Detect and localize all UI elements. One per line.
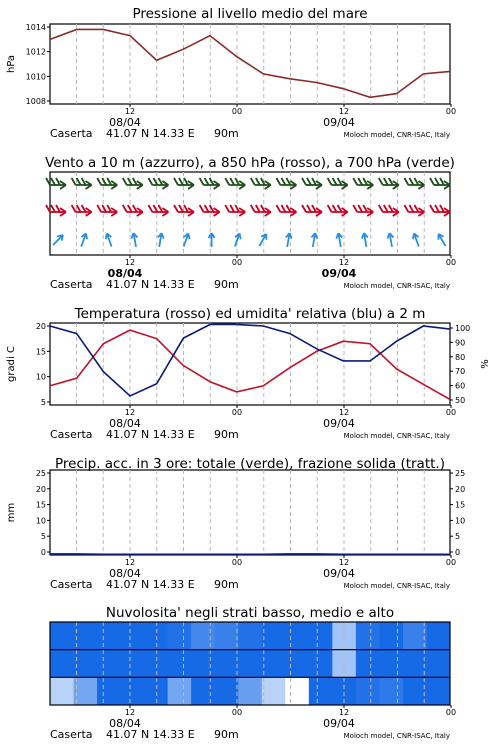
date-label: 08/04: [109, 717, 141, 730]
cloud-cell: [426, 650, 450, 678]
cloud-cell: [403, 650, 427, 678]
location-coords: 41.07 N 14.33 E: [106, 278, 195, 291]
wind-barb-700hPa: [225, 178, 245, 189]
wind-barb-850hPa: [72, 205, 92, 216]
wind-barb-10m: [387, 233, 395, 248]
wind-barb-700hPa: [353, 178, 373, 189]
temperature-line: [50, 330, 450, 399]
x-tick-label: 00: [231, 408, 243, 417]
wind-barb-700hPa: [200, 178, 220, 189]
wind-barb-850hPa: [123, 205, 143, 216]
barb-feathers: [46, 178, 66, 189]
wind-barb-700hPa: [302, 178, 322, 189]
barb-feathers: [379, 178, 399, 189]
location-name: Caserta: [50, 127, 93, 140]
model-credit: Moloch model, CNR-ISAC, Italy: [343, 732, 450, 740]
model-credit: Moloch model, CNR-ISAC, Italy: [343, 582, 450, 590]
y-tick-label: 15: [35, 500, 46, 510]
location-elev: 90m: [214, 278, 239, 291]
date-label: 08/04: [107, 267, 143, 280]
y-tick-label: 1008: [25, 97, 46, 106]
wind-barb-700hPa: [251, 178, 271, 189]
y-tick-label: 1014: [25, 23, 46, 32]
cloud-cell: [309, 650, 333, 678]
humidity-line: [50, 324, 450, 395]
wind-barb-850hPa: [302, 205, 322, 216]
barb-feathers: [379, 205, 399, 216]
cloud-cell: [238, 677, 262, 705]
y-right-tick-label: 25: [455, 469, 466, 478]
x-tick-label: 12: [124, 708, 136, 717]
cloud-cell: [285, 622, 309, 650]
wind-barb-850hPa: [97, 205, 117, 216]
wind-barb-10m: [284, 233, 292, 248]
barb-feathers: [225, 178, 245, 189]
wind-barb-10m: [181, 232, 191, 247]
wind-barb-850hPa: [328, 205, 348, 216]
cloud-cell: [191, 677, 215, 705]
date-label: 09/04: [323, 116, 355, 129]
barb-feathers: [353, 205, 373, 216]
cloud-cell: [285, 650, 309, 678]
cloud-cell: [191, 650, 215, 678]
date-label: 09/04: [323, 717, 355, 730]
location-elev: 90m: [214, 428, 239, 441]
wind-barb-10m: [104, 232, 114, 247]
cloud-cell: [191, 622, 215, 650]
location-coords: 41.07 N 14.33 E: [106, 127, 195, 140]
y-tick-label: 10: [35, 516, 46, 526]
y-right-tick-label: 0: [455, 548, 461, 557]
cloud-cell: [309, 622, 333, 650]
y-tick-label: 20: [35, 484, 46, 494]
cloud-cell: [238, 622, 262, 650]
cloud-cell: [356, 622, 380, 650]
wind-barb-10m: [411, 232, 421, 247]
x-tick-label: 12: [124, 258, 136, 267]
barb-feathers: [97, 178, 117, 189]
wind-barb-10m: [156, 233, 164, 248]
wind-barb-10m: [131, 233, 139, 248]
barb-feathers: [200, 178, 220, 189]
cloud-cell: [403, 677, 427, 705]
date-label: 09/04: [323, 567, 355, 580]
x-tick-label: 00: [445, 708, 457, 717]
chart-title: Vento a 10 m (azzurro), a 850 hPa (rosso), a 700 hPa (verde): [45, 155, 455, 171]
x-tick-label: 00: [231, 558, 243, 567]
plot-frame-0: [50, 24, 450, 104]
y-right-tick-label: 15: [455, 500, 466, 510]
x-tick-label: 00: [445, 258, 457, 267]
wind-barb-10m: [209, 233, 215, 247]
cloud-cell: [426, 622, 450, 650]
y-tick-label: 5: [40, 532, 46, 542]
location-name: Caserta: [50, 428, 93, 441]
cloud-cell: [168, 622, 192, 650]
barb-feathers: [276, 178, 296, 189]
y-right-tick-label: 100: [455, 324, 471, 333]
wind-barb-10m: [51, 233, 65, 247]
barb-feathers: [72, 178, 92, 189]
barb-feathers: [200, 205, 220, 216]
cloud-cell: [238, 650, 262, 678]
location-coords: 41.07 N 14.33 E: [106, 728, 195, 741]
barb-feathers: [72, 205, 92, 216]
wind-barb-850hPa: [225, 205, 245, 216]
x-tick-label: 12: [338, 258, 350, 267]
x-tick-label: 00: [231, 258, 243, 267]
x-tick-label: 00: [231, 708, 243, 717]
date-label: 09/04: [323, 417, 355, 430]
wind-barb-700hPa: [379, 178, 399, 189]
x-tick-label: 12: [338, 708, 350, 717]
barb-feathers: [123, 205, 143, 216]
barb-feathers: [225, 205, 245, 216]
barb-feathers: [251, 205, 271, 216]
barb-feathers: [46, 205, 66, 216]
cloud-cell: [215, 650, 239, 678]
model-credit: Moloch model, CNR-ISAC, Italy: [343, 432, 450, 440]
location-name: Caserta: [50, 278, 93, 291]
cloud-cell: [74, 677, 98, 705]
cloud-cell: [50, 622, 74, 650]
barb-feathers: [302, 205, 322, 216]
wind-barb-850hPa: [379, 205, 399, 216]
y-tick-label: 0: [40, 548, 46, 557]
wind-barb-850hPa: [430, 205, 450, 216]
plot-frame-3: [50, 470, 450, 555]
wind-barb-700hPa: [46, 178, 66, 189]
wind-barb-850hPa: [276, 205, 296, 216]
cloud-cell: [403, 622, 427, 650]
date-label: 08/04: [109, 116, 141, 129]
cloud-cell: [121, 650, 145, 678]
y-tick-label: 5: [40, 398, 46, 407]
y-axis-label: mm: [6, 502, 17, 523]
cloud-cell: [309, 677, 333, 705]
x-tick-label: 12: [124, 408, 136, 417]
cloud-cell: [97, 677, 121, 705]
y-right-tick-label: 70: [455, 367, 466, 377]
wind-barb-10m: [436, 232, 448, 247]
cloud-cell: [215, 677, 239, 705]
cloud-cell: [144, 677, 168, 705]
wind-barb-700hPa: [148, 178, 168, 189]
cloud-cell: [285, 677, 309, 705]
cloud-cell: [97, 622, 121, 650]
barb-feathers: [148, 178, 168, 189]
location-elev: 90m: [214, 728, 239, 741]
x-tick-label: 12: [124, 107, 136, 116]
wind-barb-700hPa: [276, 178, 296, 189]
y-axis-label: hPa: [6, 54, 17, 74]
cloud-cell: [168, 650, 192, 678]
cloud-cell: [262, 622, 286, 650]
y-right-axis-label: %: [480, 359, 491, 369]
location-name: Caserta: [50, 728, 93, 741]
cloud-cell: [379, 677, 403, 705]
location-name: Caserta: [50, 578, 93, 591]
cloud-cell: [168, 677, 192, 705]
y-right-tick-label: 80: [455, 352, 466, 362]
y-right-tick-label: 20: [455, 484, 466, 494]
y-right-tick-label: 10: [455, 516, 466, 526]
wind-barb-850hPa: [404, 205, 424, 216]
cloud-cell: [426, 677, 450, 705]
wind-barb-700hPa: [123, 178, 143, 189]
location-coords: 41.07 N 14.33 E: [106, 578, 195, 591]
barb-feathers: [97, 205, 117, 216]
location-coords: 41.07 N 14.33 E: [106, 428, 195, 441]
x-tick-label: 12: [338, 558, 350, 567]
wind-barb-850hPa: [200, 205, 220, 216]
x-tick-label: 00: [445, 558, 457, 567]
barb-feathers: [276, 205, 296, 216]
barb-feathers: [328, 178, 348, 189]
wind-barb-850hPa: [148, 205, 168, 216]
barb-feathers: [251, 178, 271, 189]
barb-feathers: [353, 178, 373, 189]
cloud-cell: [50, 650, 74, 678]
barb-feathers: [430, 178, 450, 189]
y-axis-label: gradi C: [6, 346, 17, 382]
x-tick-label: 12: [124, 558, 136, 567]
wind-barb-700hPa: [72, 178, 92, 189]
wind-barb-850hPa: [46, 205, 66, 216]
barb-feathers: [148, 205, 168, 216]
x-tick-label: 00: [445, 107, 457, 116]
cloud-cell: [379, 650, 403, 678]
model-credit: Moloch model, CNR-ISAC, Italy: [343, 282, 450, 290]
cloud-cell: [50, 677, 74, 705]
y-tick-label: 1012: [25, 47, 46, 57]
date-label: 09/04: [321, 267, 357, 280]
cloud-cell: [74, 622, 98, 650]
y-right-tick-label: 60: [455, 381, 466, 391]
chart-title: Temperatura (rosso) ed umidita' relativa (blu) a 2 m: [74, 306, 426, 322]
x-tick-label: 00: [445, 408, 457, 417]
cloud-cell: [356, 677, 380, 705]
cloud-cell: [121, 677, 145, 705]
wind-barb-850hPa: [251, 205, 271, 216]
chart-title: Precip. acc. in 3 ore: totale (verde), frazione solida (tratt.): [55, 456, 445, 472]
cloud-cell: [262, 677, 286, 705]
cloud-cell: [144, 650, 168, 678]
wind-barb-850hPa: [353, 205, 373, 216]
y-right-tick-label: 90: [455, 338, 466, 348]
x-tick-label: 12: [338, 408, 350, 417]
x-tick-label: 00: [231, 107, 243, 116]
model-credit: Moloch model, CNR-ISAC, Italy: [343, 131, 450, 139]
pressure-line: [50, 29, 450, 97]
chart-title: Nuvolosita' negli strati basso, medio e alto: [105, 605, 395, 621]
cloud-cell: [121, 622, 145, 650]
wind-barb-10m: [361, 233, 369, 248]
date-label: 08/04: [109, 567, 141, 580]
cloud-cell: [379, 622, 403, 650]
wind-barb-10m: [78, 232, 88, 247]
y-tick-label: 10: [35, 372, 46, 382]
y-tick-label: 20: [35, 322, 46, 331]
barb-feathers: [328, 205, 348, 216]
y-right-tick-label: 5: [455, 532, 461, 542]
cloud-cell: [262, 650, 286, 678]
cloud-cell: [97, 650, 121, 678]
barb-feathers: [404, 205, 424, 216]
chart-title: Pressione al livello medio del mare: [132, 6, 368, 22]
y-tick-label: 25: [35, 469, 46, 478]
wind-barb-700hPa: [328, 178, 348, 189]
y-tick-label: 1010: [25, 72, 46, 82]
barb-feathers: [430, 205, 450, 216]
y-tick-label: 15: [35, 347, 46, 357]
plot-frame-2: [50, 323, 450, 405]
date-label: 08/04: [109, 417, 141, 430]
cloud-cell: [356, 650, 380, 678]
wind-barb-10m: [335, 233, 343, 248]
barb-feathers: [123, 178, 143, 189]
wind-barb-700hPa: [404, 178, 424, 189]
location-elev: 90m: [214, 127, 239, 140]
cloud-cell: [74, 650, 98, 678]
wind-barb-700hPa: [430, 178, 450, 189]
x-tick-label: 12: [338, 107, 350, 116]
barb-feathers: [404, 178, 424, 189]
cloud-cell: [215, 622, 239, 650]
wind-barb-700hPa: [97, 178, 117, 189]
cloud-cell: [144, 622, 168, 650]
location-elev: 90m: [214, 578, 239, 591]
wind-barb-10m: [257, 232, 269, 247]
barb-feathers: [302, 178, 322, 189]
y-right-tick-label: 50: [455, 396, 466, 405]
